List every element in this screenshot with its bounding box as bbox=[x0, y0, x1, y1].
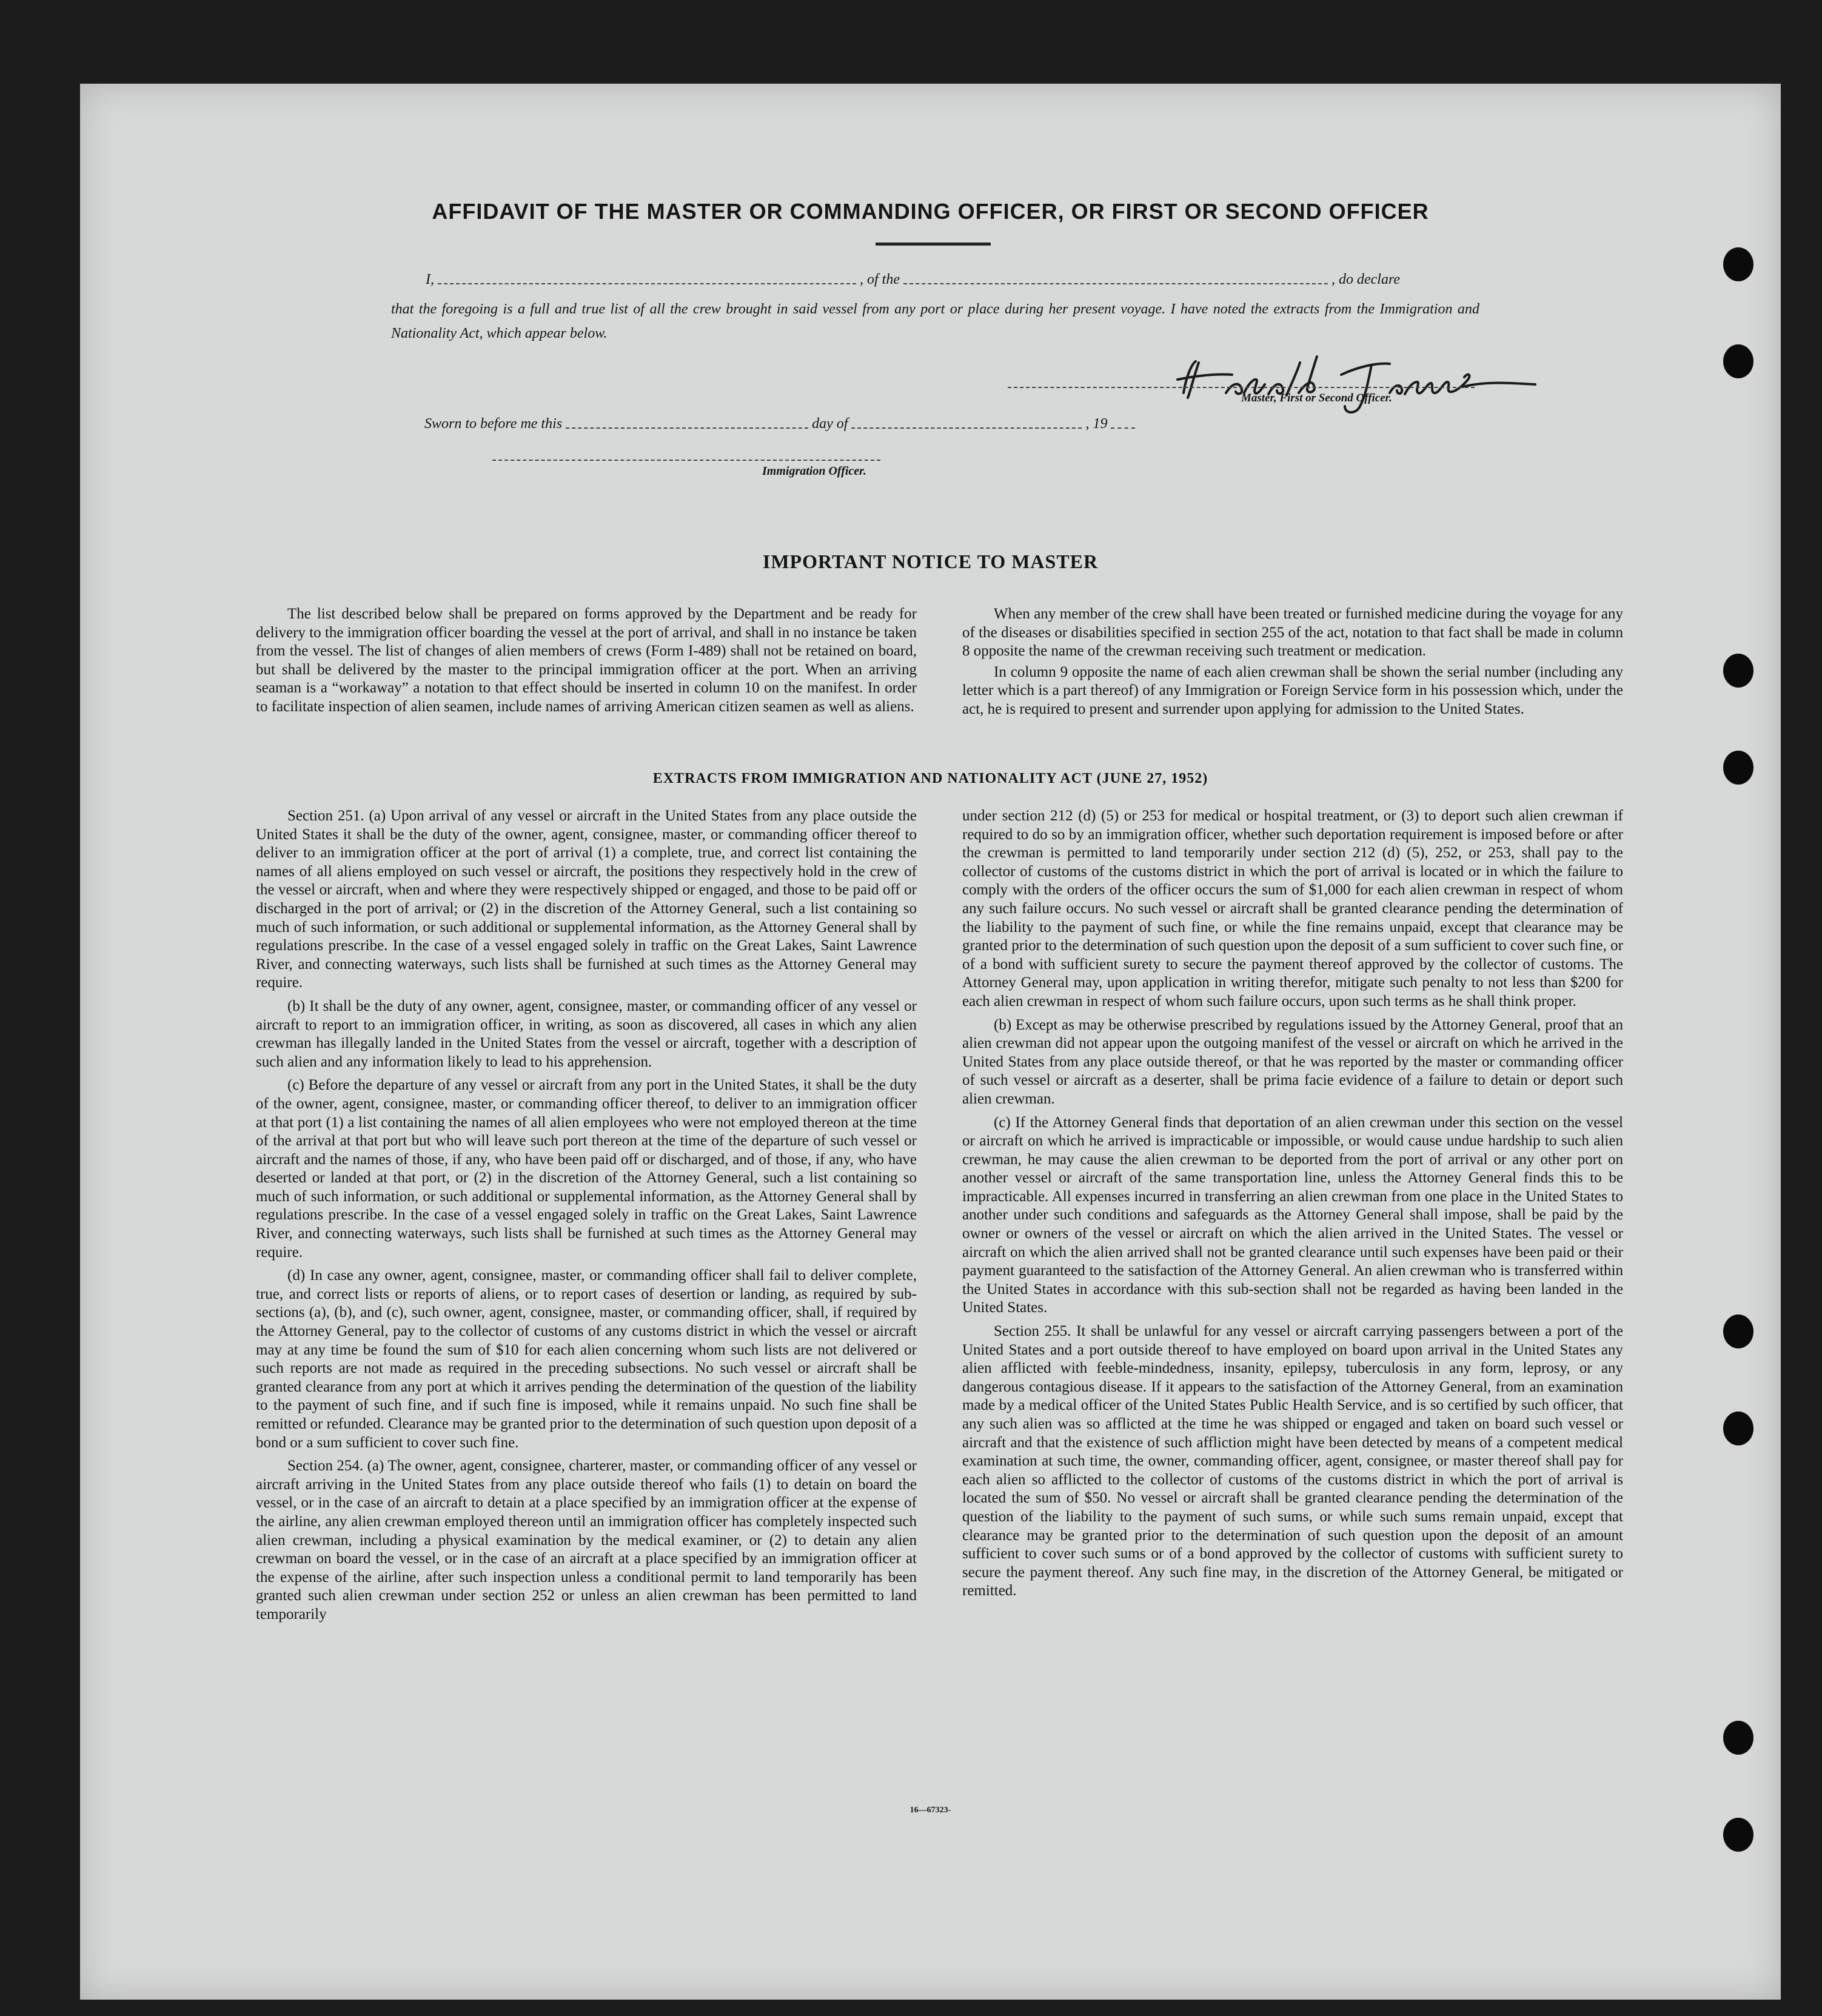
document-page bbox=[80, 84, 1781, 2000]
signature-caption: Master, First or Second Officer. bbox=[1241, 392, 1392, 404]
declaration-of-the: , of the bbox=[860, 272, 900, 287]
punch-hole bbox=[1723, 1721, 1753, 1755]
name-blank[interactable] bbox=[438, 283, 856, 284]
extracts-left-column bbox=[256, 807, 917, 1629]
signature-icon bbox=[1087, 350, 1547, 417]
declaration-i: I, bbox=[426, 272, 434, 287]
punch-hole bbox=[1723, 344, 1753, 378]
title-rule bbox=[876, 243, 991, 246]
sworn-date-blank[interactable] bbox=[566, 427, 808, 429]
immigration-officer-line bbox=[492, 460, 880, 461]
extract-section-255: Section 255. It shall be unlawful for any vessel or aircraft carrying passengers between a port of the United States and a port outside thereof to have employed on board upon arrival in the United States any alien afflicted with feeble-mindedness, insanity, epilepsy, tuberculosis in any form, leprosy, or any dangerous contagious disease. If it appears to the satisfaction of the Attorney General, from an examination made by a medical officer of the United States Public Health Service, and is so certified by such officer, that any such alien was so afflicted at the time he was shipped or engaged and taken on board such vessel or aircraft and that the existence of such affliction might have been detected by means of a competent medical examination at such time, the owner, commanding officer, agent, consignee, or master thereof shall pay for each alien so afflicted to the collector of customs of the customs district in which the port of arrival is located the sum of $50. No vessel or aircraft shall be granted clearance pending the determination of the question of the liability to the payment of such sums, or while such sums remain unpaid, except that clearance may be granted prior to the determination of such question upon the deposit of an amount sufficient to cover such sums or of a bond approved by the collector of customs with sufficient surety to secure the payment thereof. Any such fine may, in the discretion of the Attorney General, be mitigated or remitted. bbox=[962, 1323, 1623, 1599]
notice-right-column bbox=[962, 605, 1623, 722]
extract-section-254c: (c) If the Attorney General finds that deportation of an alien crewman under this section on the vessel or aircraft on which he arrived is impracticable or impossible, or would cause undue hardship to such alien crewman, he may cause the alien crewman to be deported from the port of arrival or any other port on another vessel or aircraft of the same transportation line, unless the Attorney General finds this to be impracticable. All expenses incurred in transferring an alien crewman from one place in the United States to another under such conditions and safeguards as the Attorney General shall impose, shall be paid by the owner or owners of the vessel or aircraft on which the alien arrived in the United States. The vessel or aircraft on which the alien arrived shall not be granted clearance until such expenses have been paid or their payment guaranteed to the satisfaction of the Attorney General. An alien crewman who is transferred within the United States in accordance with this sub-section shall not be regarded as having been landed in the United States. bbox=[962, 1114, 1623, 1316]
year-blank[interactable] bbox=[1111, 427, 1135, 429]
extract-section-251b: (b) It shall be the duty of any owner, agent, consignee, master, or commanding officer of any vessel or aircraft to report to an immigration officer, in writing, as soon as discovered, all cases in which any alien crewman has illegally landed in the United States from the vessel or aircraft, together with a description of such alien and any information likely to lead to his apprehension. bbox=[256, 997, 917, 1070]
notice-title: IMPORTANT NOTICE TO MASTER bbox=[762, 551, 1099, 572]
declaration-line bbox=[426, 272, 1566, 288]
form-code: 16—67323- bbox=[909, 1806, 951, 1815]
notice-right-text-1: When any member of the crew shall have been treated or furnished medicine during the voyage for any of the diseases or disabilities specified in section 255 of the act, notation to that fact shall be made in column 8 opposite the name of the crewman receiving such treatment or medication. bbox=[962, 606, 1623, 660]
punch-hole bbox=[1723, 1412, 1753, 1445]
punch-hole bbox=[1723, 1314, 1753, 1348]
month-blank[interactable] bbox=[851, 427, 1082, 429]
punch-hole bbox=[1723, 751, 1753, 785]
extract-section-251c: (c) Before the departure of any vessel or aircraft from any port in the United States, it shall be the duty of the owner, agent, consignee, master, or commanding officer thereof, to deliver to an immigration officer at that port (1) a list containing the names of all alien employees who were not employed thereon at the time of the arrival at that port but who will leave such port thereon at the time of the departure of such vessel or aircraft and the names of those, if any, who have been paid off or discharged, and of those, if any, who have deserted or landed at that port, or (2) in the discretion of the Attorney General, such a list containing so much of such information, or such additional or supplemental information, as the Attorney General shall by regulations prescribe. In the case of a vessel engaged solely in traffic on the Great Lakes, Saint Lawrence River, and connecting waterways, such lists shall be furnished at such times as the Attorney General may require. bbox=[256, 1077, 917, 1261]
signature-line bbox=[1008, 387, 1475, 388]
notice-left-text: The list described below shall be prepared on forms approved by the Department and be ready for delivery to the immigration officer boarding the vessel at the port of arrival, and shall in no instance be taken from the vessel. The list of changes of alien members of crews (Form I-489) shall not be retained on board, but shall be delivered by the master to the principal immigration officer at the port. When an arriving seaman is a “workaway” a notation to that effect should be inserted in column 10 on the manifest. In order to facilitate inspection of alien seamen, include names of arriving American citizen seamen as well as aliens. bbox=[256, 606, 917, 715]
notice-right-text-2: In column 9 opposite the name of each alien crewman shall be shown the serial number (including any letter which is a part thereof) of any Immigration or Foreign Service form in his possession which, under the act, he is required to present and surrender upon applying for admission to the United States. bbox=[962, 663, 1623, 717]
immigration-officer-caption: Immigration Officer. bbox=[762, 464, 866, 478]
extracts-right-column bbox=[962, 807, 1623, 1606]
extracts-title: EXTRACTS FROM IMMIGRATION AND NATIONALITY ACT (JUNE 27, 1952) bbox=[652, 771, 1208, 786]
notice-left-column bbox=[256, 605, 917, 722]
extract-section-254a: Section 254. (a) The owner, agent, consignee, charterer, master, or commanding officer of any vessel or aircraft arriving in the United States from any place outside thereof who fails (1) to detain on board the vessel, or in the case of an aircraft to detain at a place specified by an immigration officer at the expense of the airline, any alien crewman employed thereon until an immigration officer has completely inspected such alien crewman, including a physical examination by the medical examiner, or (2) to detain any alien crewman on board the vessel, or in the case of an aircraft at a place specified by an immigration officer at the expense of the airline, after such inspection unless a conditional permit to land temporarily has been granted such alien crewman under section 252 or unless an alien crewman has been permitted to land temporarily bbox=[256, 1458, 917, 1623]
punch-hole bbox=[1723, 654, 1753, 688]
affidavit-title: AFFIDAVIT OF THE MASTER OR COMMANDING OFFICER, OR FIRST OR SECOND OFFICER bbox=[432, 199, 1429, 224]
extract-section-254b: (b) Except as may be otherwise prescribed by regulations issued by the Attorney General, proof that an alien crewman did not appear upon the outgoing manifest of the vessel or aircraft on which he arrived in the United States from any place outside thereof, or that he was reported by the master or commanding officer of such vessel or aircraft as a deserter, shall be prima facie evidence of a failure to detain or deport such alien crewman. bbox=[962, 1016, 1623, 1107]
extract-section-251d: (d) In case any owner, agent, consignee, master, or commanding officer shall fail to deliver complete, true, and correct lists or reports of aliens, or to report cases of desertion or landing, as required by sub-sections (a), (b), and (c), such owner, agent, consignee, master, or commanding officer, shall, if required by the Attorney General, pay to the collector of customs of any customs district in which the vessel or aircraft may at any time be found the sum of $10 for each alien concerning whom such lists are not delivered or such reports are not made as required in the preceding subsections. No such vessel or aircraft shall be granted clearance from any port at which it arrives pending the determination of the question of the liability to the payment of such fine, and if such fine is imposed, while it remains unpaid. No such fine shall be remitted or refunded. Clearance may be granted prior to the determination of such question upon deposit of a bond or a sum sufficient to cover such fine. bbox=[256, 1267, 917, 1451]
year-label: , 19 bbox=[1085, 416, 1108, 432]
punch-hole bbox=[1723, 1818, 1753, 1852]
declaration-text: that the foregoing is a full and true list of all the crew brought in said vessel from any port or place during her present voyage. I have noted the extracts from the Immigration and Nationality Act, which appear below. bbox=[391, 301, 1479, 341]
sworn-line bbox=[424, 416, 1285, 432]
master-signature bbox=[1087, 350, 1547, 420]
punch-hole bbox=[1723, 247, 1753, 281]
vessel-blank[interactable] bbox=[903, 283, 1328, 284]
show-through-text bbox=[868, 162, 875, 189]
extract-section-254a-cont: under section 212 (d) (5) or 253 for medical or hospital treatment, or (3) to deport such alien crewman if required to do so by an immigration officer, whether such deportation requirement is imposed before or after the crewman is permitted to land temporarily under section 212 (d) (5), 252, or 253, shall pay to the collector of customs of the customs district in which the port of arrival is located or in which the failure to comply with the orders of the officer occurs the sum of $1,000 for each alien crewman in respect of whom any such failure occurs. No such vessel or aircraft shall be granted clearance pending the determination of the liability to the payment of such fine, or while the fine remains unpaid, except that clearance may be granted prior to the determination of such question upon the deposit of a sum sufficient to cover such fine, or of a bond with sufficient surety to secure the payment thereof approved by the collector of customs. The Attorney General may, upon application in writing therefor, mitigate such penalty to not less than $200 for each alien crewman in respect of whom such failure occurs, upon such terms as he shall think proper. bbox=[962, 808, 1623, 1010]
sworn-label: Sworn to before me this bbox=[424, 416, 563, 432]
extract-section-251a: Section 251. (a) Upon arrival of any vessel or aircraft in the United States from any place outside the United States it shall be the duty of the owner, agent, consignee, master, or commanding officer thereof to deliver to an immigration officer at the port of arrival (1) a complete, true, and correct list containing the names of all aliens employed on such vessel or aircraft, the positions they respectively hold in the crew of the vessel or aircraft, when and where they were respectively shipped or engaged, and those to be paid off or discharged in the port of arrival; or (2) in the discretion of the Attorney General, such a list containing so much of such information, or such additional or supplemental information, as the Attorney General shall by regulations prescribe. In the case of a vessel engaged solely in traffic on the Great Lakes, Saint Lawrence River, and connecting waterways, such lists shall be furnished at such times as the Attorney General may require. bbox=[256, 808, 917, 991]
day-of-label: day of bbox=[812, 416, 848, 432]
declaration-do-declare: , do declare bbox=[1331, 272, 1401, 287]
